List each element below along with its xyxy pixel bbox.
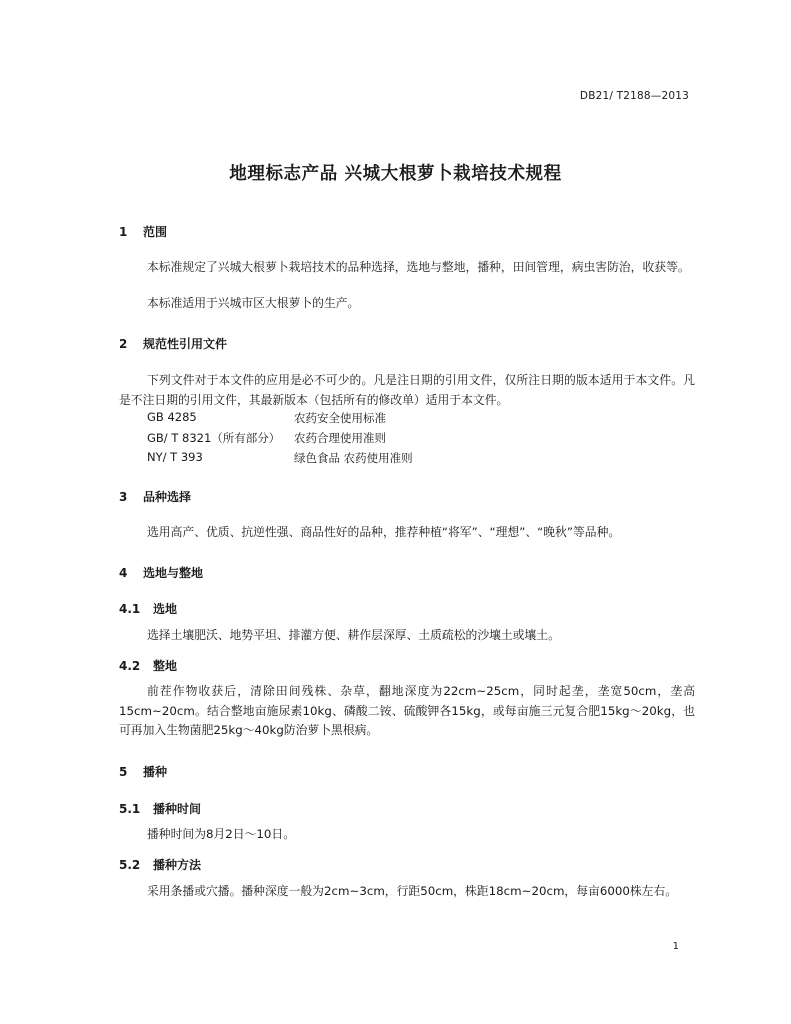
page-number: 1 <box>672 941 679 952</box>
document-title: 地理标志产品 兴城大根萝卜栽培技术规程 <box>229 164 562 184</box>
section-5-1-heading <box>119 800 201 817</box>
section-4-1-heading <box>119 600 177 617</box>
section-2-heading <box>119 335 227 352</box>
section-title: 选地与整地 <box>143 566 204 580</box>
section-number: 4.2 <box>119 659 141 673</box>
section-title: 播种时间 <box>153 802 202 816</box>
section-1-heading <box>119 223 167 240</box>
section-title: 播种 <box>143 765 168 779</box>
section-4-1-paragraph: 选择土壤肥沃、地势平坦、排灌方便、耕作层深厚、土质疏松的沙壤土或壤土。 <box>147 628 560 642</box>
section-2-paragraph-1: 下列文件对于本文件的应用是必不可少的。凡是注日期的引用文件，仅所注日期的版本适用于本文件。凡是不注日期的引用文件，其最新版本（包括所有的修改单）适用于本文件。 <box>119 373 695 407</box>
reference-title: 农药安全使用标准 <box>294 411 386 425</box>
reference-title: 农药合理使用准则 <box>294 431 386 445</box>
section-3-heading <box>119 488 191 505</box>
section-title: 范围 <box>143 225 168 239</box>
section-title: 播种方法 <box>153 858 202 872</box>
section-number: 4.1 <box>119 602 141 616</box>
section-3-paragraph-1: 选用高产、优质、抗逆性强、商品性好的品种，推荐种植“将军”、“理想”、“晚秋”等品种。 <box>147 525 621 539</box>
section-5-1-paragraph: 播种时间为8月2日～10日。 <box>147 827 295 841</box>
reference-code: GB/ T 8321（所有部分） <box>147 431 281 445</box>
section-title: 选地 <box>153 602 178 616</box>
section-title: 整地 <box>153 659 178 673</box>
standard-code: DB21/ T2188—2013 <box>579 90 689 102</box>
section-number: 5.1 <box>119 802 141 816</box>
section-5-2-paragraph: 采用条播或穴播。播种深度一般为2cm~3cm，行距50cm，株距18cm~20cm，每亩6000株左右。 <box>147 884 678 898</box>
section-4-heading <box>119 564 203 581</box>
section-title: 规范性引用文件 <box>143 337 228 351</box>
section-number: 1 <box>119 225 128 239</box>
reference-code: NY/ T 393 <box>147 450 203 464</box>
reference-title: 绿色食品 农药使用准则 <box>294 451 413 465</box>
section-number: 3 <box>119 490 128 504</box>
section-number: 5.2 <box>119 858 141 872</box>
section-number: 5 <box>119 765 128 779</box>
section-1-paragraph-1: 本标准规定了兴城大根萝卜栽培技术的品种选择，选地与整地，播种，田间管理，病虫害防治，收获等。 <box>147 260 690 274</box>
section-1-paragraph-2: 本标准适用于兴城市区大根萝卜的生产。 <box>147 296 360 310</box>
section-5-heading <box>119 763 167 780</box>
section-title: 品种选择 <box>143 490 192 504</box>
section-5-2-heading <box>119 856 201 873</box>
section-number: 4 <box>119 566 128 580</box>
section-number: 2 <box>119 337 128 351</box>
reference-code: GB 4285 <box>147 410 197 424</box>
section-4-2-heading <box>119 657 177 674</box>
section-4-2-paragraph: 前茬作物收获后，清除田间残株、杂草，翻地深度为22cm~25cm，同时起垄，垄宽50cm，垄高15cm~20cm。结合整地亩施尿素10kg、磷酸二铵、硫酸钾各15kg，或每亩施三元复合肥15kg～20kg，也可再加入生物菌肥25kg～40kg防治萝卜黑根病。 <box>119 684 695 737</box>
